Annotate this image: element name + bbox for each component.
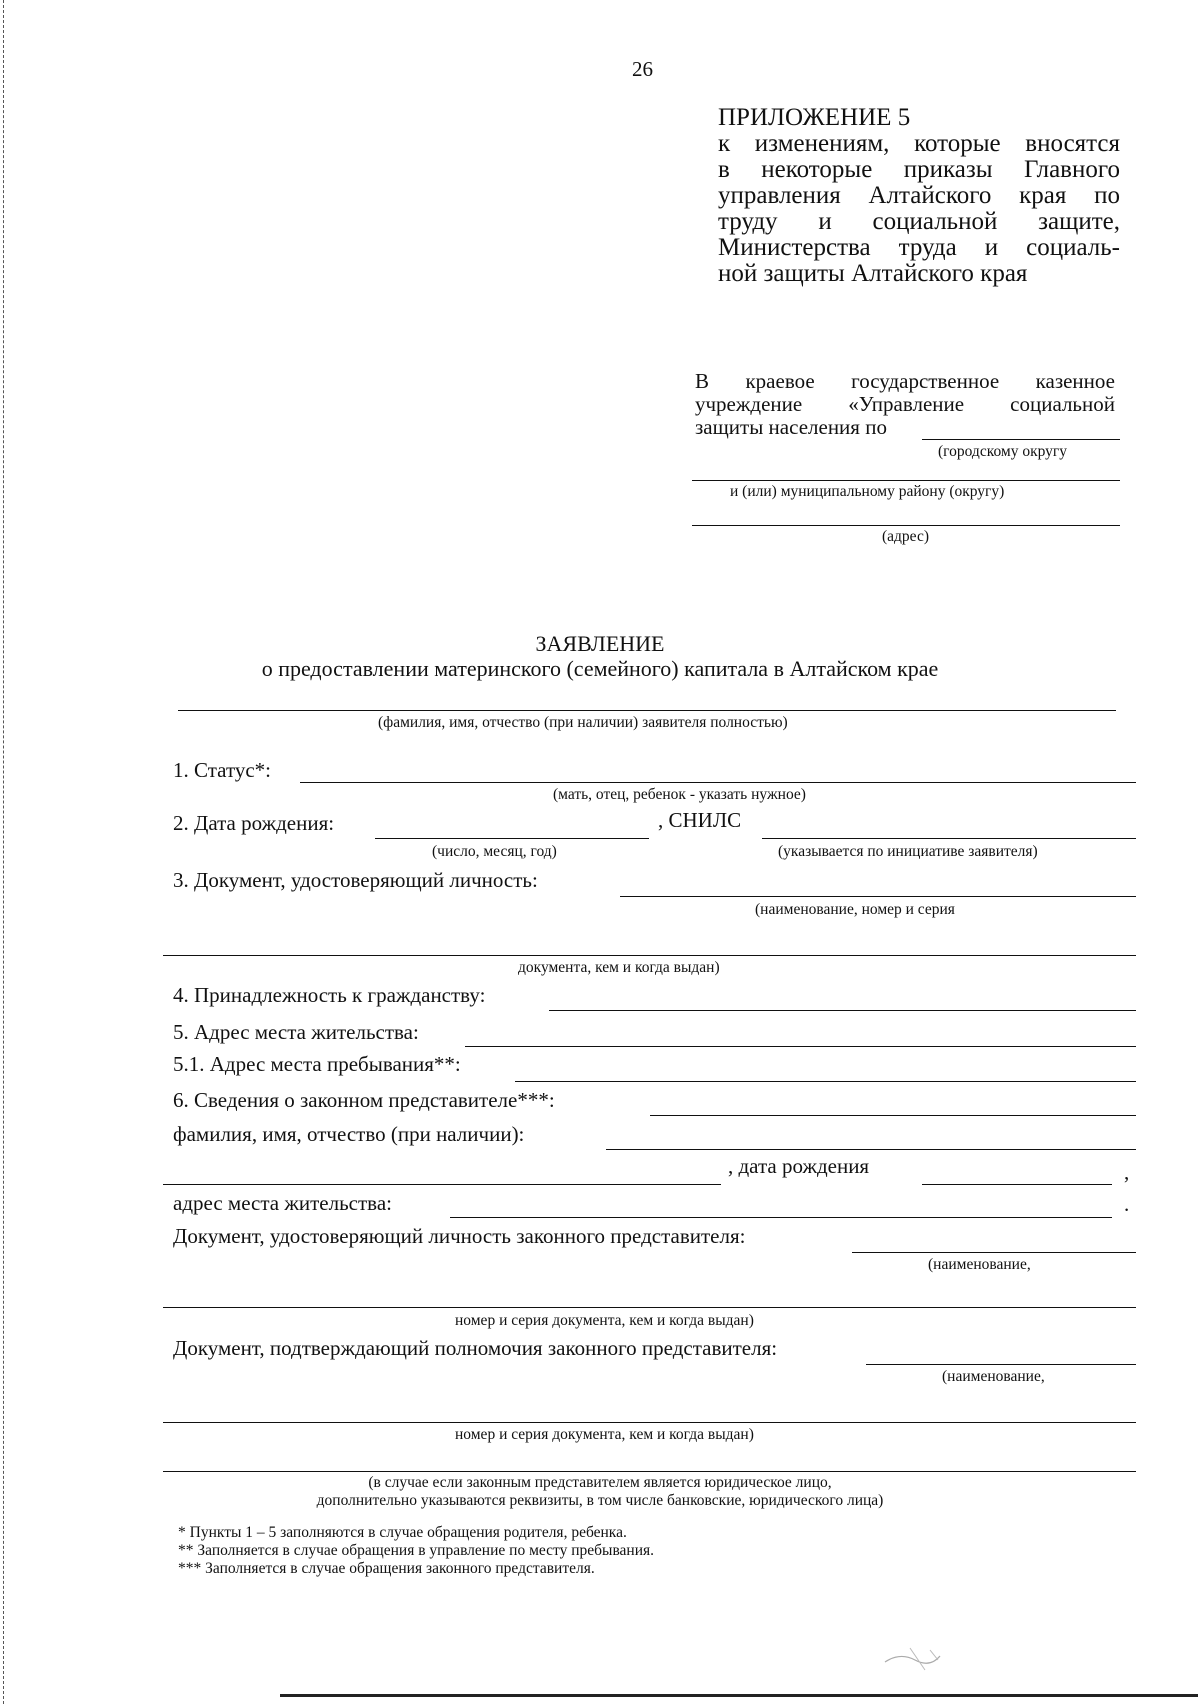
- residence-label: 5. Адрес места жительства:: [173, 1020, 419, 1044]
- district-hint: и (или) муниципальному району (округу): [730, 483, 1005, 500]
- page-bottom-rule: [280, 1694, 1198, 1697]
- footnotes: [178, 1524, 654, 1578]
- citizenship-field-line[interactable]: [549, 1010, 1136, 1011]
- rep-name-label: фамилия, имя, отчество (при наличии):: [173, 1122, 525, 1146]
- stay-field-line[interactable]: [515, 1081, 1136, 1082]
- rep-birth-field-line[interactable]: [922, 1184, 1112, 1185]
- rep-address-period: .: [1124, 1192, 1130, 1216]
- rep-id-hint: (наименование,: [928, 1256, 1031, 1273]
- addressee-line: защиты населения по: [695, 415, 887, 439]
- birth-hint: (число, месяц, год): [432, 843, 557, 860]
- legal-entity-hint: (в случае если законным представителем является юридическое лицо,: [368, 1474, 832, 1491]
- appendix-line: управления Алтайского края по: [718, 182, 1120, 209]
- scan-edge: [3, 0, 4, 1704]
- snils-hint: (указывается по инициативе заявителя): [778, 843, 1038, 860]
- id-doc-field-line-2[interactable]: [163, 955, 1136, 956]
- rep-birth-comma: ,: [1124, 1160, 1130, 1184]
- rep-auth-label: Документ, подтверждающий полномочия законного представителя:: [173, 1336, 778, 1360]
- rep-id-field-line[interactable]: [852, 1252, 1136, 1253]
- footnote: *** Заполняется в случае обращения законного представителя.: [178, 1560, 595, 1577]
- footnote: * Пункты 1 – 5 заполняются в случае обращения родителя, ребенка.: [178, 1524, 627, 1541]
- footnote: ** Заполняется в случае обращения в управление по месту пребывания.: [178, 1542, 655, 1559]
- legal-entity-hint-2: дополнительно указываются реквизиты, в том числе банковские, юридического лица): [316, 1492, 884, 1509]
- rep-address-field-line[interactable]: [450, 1217, 1112, 1218]
- snils-field-line[interactable]: [762, 838, 1136, 839]
- applicant-name-line[interactable]: [178, 710, 1116, 711]
- rep-auth-hint: (наименование,: [942, 1368, 1045, 1385]
- birth-label: 2. Дата рождения:: [173, 811, 335, 835]
- district-field-line-2[interactable]: [692, 480, 1120, 481]
- appendix-line: в некоторые приказы Главного: [718, 156, 1120, 183]
- status-field-line[interactable]: [300, 782, 1136, 783]
- id-doc-field-line[interactable]: [620, 896, 1136, 897]
- form-title: ЗАЯВЛЕНИЕ: [535, 631, 665, 656]
- appendix-line: к изменениям, которые вносятся: [718, 130, 1120, 157]
- applicant-hint: (фамилия, имя, отчество (при наличии) заявителя полностью): [378, 714, 788, 731]
- snils-label: , СНИЛС: [658, 808, 742, 832]
- appendix-title: ПРИЛОЖЕНИЕ 5: [718, 104, 911, 131]
- rep-address-label: адрес места жительства:: [173, 1191, 392, 1215]
- rep-birth-label: , дата рождения: [728, 1154, 870, 1178]
- rep-auth-field-line[interactable]: [866, 1364, 1136, 1365]
- rep-id-hint-2: номер и серия документа, кем и когда выдан): [455, 1312, 754, 1329]
- form-subtitle: о предоставлении материнского (семейного) капитала в Алтайском крае: [261, 656, 939, 681]
- birth-date-field-line[interactable]: [375, 838, 649, 839]
- citizenship-label: 4. Принадлежность к гражданству:: [173, 983, 486, 1007]
- legal-entity-field-line[interactable]: [163, 1471, 1136, 1472]
- appendix-line: труду и социальной защите,: [718, 208, 1120, 235]
- rep-label: 6. Сведения о законном представителе***:: [173, 1088, 555, 1112]
- id-doc-hint: (наименование, номер и серия: [755, 901, 955, 918]
- page-number: 26: [632, 57, 653, 81]
- faint-mark-icon: [880, 1640, 960, 1680]
- status-hint: (мать, отец, ребенок - указать нужное): [553, 786, 806, 803]
- addressee-block: [695, 370, 1115, 439]
- district-field-line[interactable]: [922, 439, 1120, 440]
- address-field-line[interactable]: [692, 525, 1120, 526]
- rep-field-line[interactable]: [650, 1115, 1136, 1116]
- rep-name-field-line-2[interactable]: [163, 1184, 721, 1185]
- appendix-line: ной защиты Алтайского края: [718, 260, 1028, 287]
- rep-id-field-line-2[interactable]: [163, 1307, 1136, 1308]
- rep-name-field-line[interactable]: [606, 1149, 1136, 1150]
- id-doc-label: 3. Документ, удостоверяющий личность:: [173, 868, 538, 892]
- address-hint: (адрес): [882, 528, 929, 545]
- appendix-block: [718, 105, 1120, 287]
- appendix-line: Министерства труда и социаль-: [718, 234, 1120, 261]
- status-label: 1. Статус*:: [173, 758, 271, 782]
- addressee-line: учреждение «Управление социальной: [695, 392, 1115, 416]
- rep-auth-hint-2: номер и серия документа, кем и когда выдан): [455, 1426, 754, 1443]
- addressee-line: В краевое государственное казенное: [695, 369, 1115, 393]
- city-hint: (городскому округу: [938, 443, 1068, 460]
- residence-field-line[interactable]: [465, 1046, 1136, 1047]
- rep-id-label: Документ, удостоверяющий личность законного представителя:: [173, 1224, 746, 1248]
- rep-auth-field-line-2[interactable]: [163, 1422, 1136, 1423]
- id-doc-hint-2: документа, кем и когда выдан): [518, 959, 720, 976]
- stay-label: 5.1. Адрес места пребывания**:: [173, 1052, 461, 1076]
